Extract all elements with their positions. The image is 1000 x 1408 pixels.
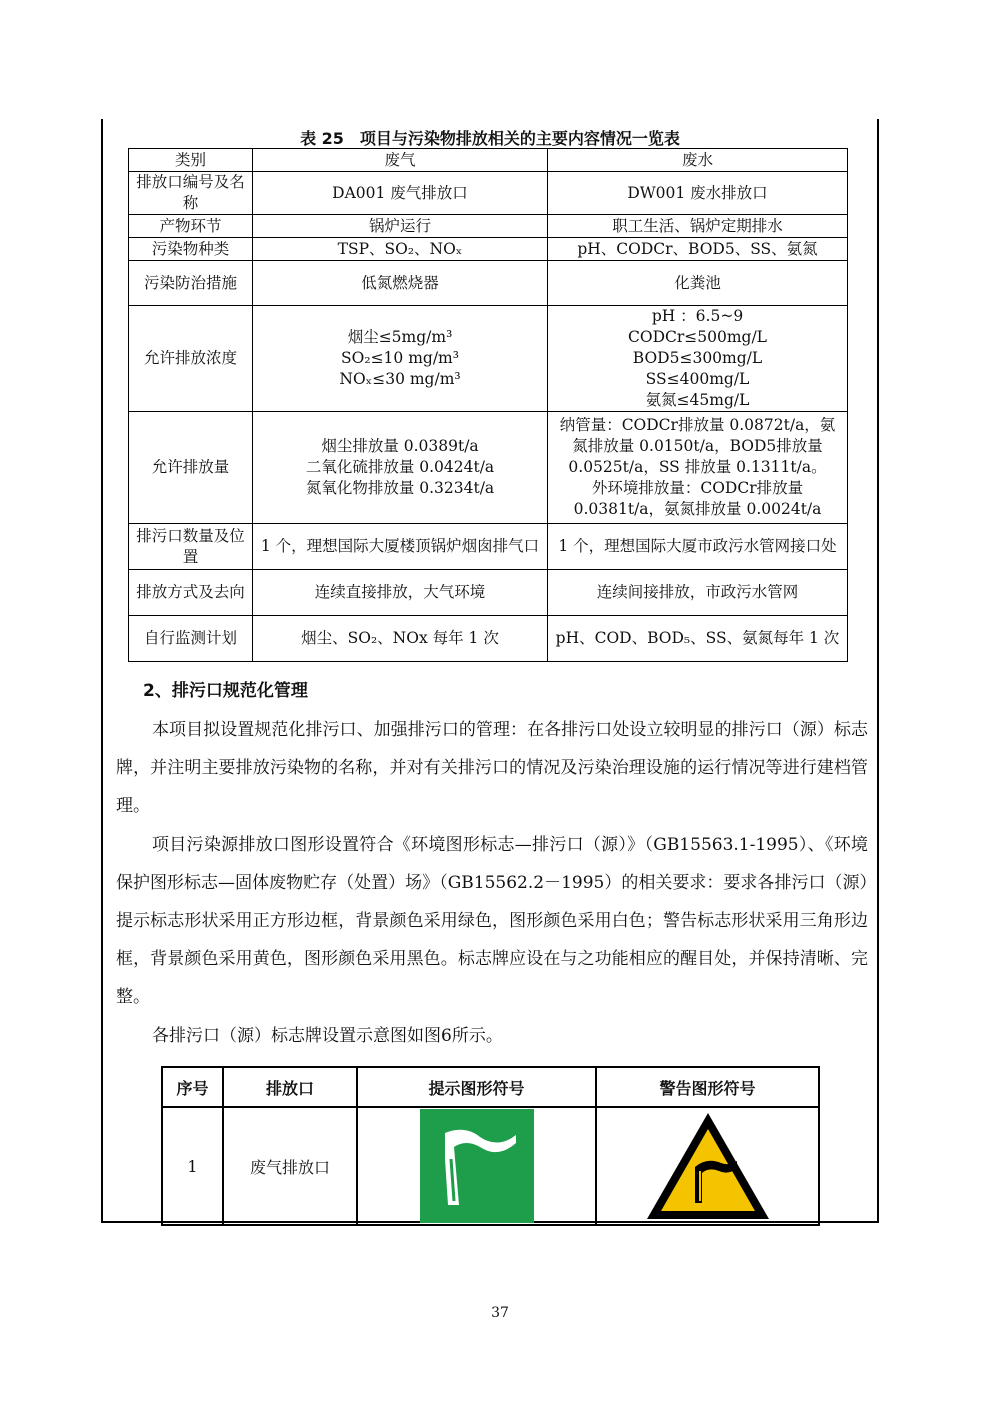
row-label-monitoring: 自行监测计划 <box>129 616 253 662</box>
row-label-direction: 排放方式及去向 <box>129 570 253 616</box>
cell-water-monitoring: pH、COD、BOD₅、SS、氨氮每年 1 次 <box>548 616 848 662</box>
paragraph-2 <box>116 826 868 1016</box>
table-row <box>129 261 848 306</box>
water-limit-line: SS≤400mg/L <box>645 370 750 388</box>
green-exhaust-hint-icon <box>420 1109 534 1223</box>
cell-water-direction: 连续间接排放，市政污水管网 <box>548 570 848 616</box>
row-outlet: 废气排放口 <box>223 1107 357 1225</box>
table-row <box>129 616 848 662</box>
cell-water-location: 1 个，理想国际大厦市政污水管网接口处 <box>548 524 848 570</box>
cell-gas-concentration <box>253 306 548 412</box>
table-row <box>129 172 848 215</box>
paragraph-3 <box>116 1017 868 1055</box>
gas-limit-line: 烟尘≤5mg/m³ <box>347 328 453 346</box>
table-row <box>162 1107 819 1225</box>
table-caption: 表 25 项目与污染物排放相关的主要内容情况一览表 <box>300 129 680 148</box>
row-no: 1 <box>162 1107 223 1225</box>
paragraph-1-text: 本项目拟设置规范化排污口、加强排污口的管理：在各排污口处设立较明显的排污口（源）标志牌，并注明主要排放污染物的名称，并对有关排污口的情况及污染治理设施的运行情况等进行建档管理。 <box>116 720 868 816</box>
header-gas: 废气 <box>253 149 548 172</box>
cell-water-amount <box>548 412 848 524</box>
cell-gas-location: 1 个，理想国际大厦楼顶锅炉烟囱排气口 <box>253 524 548 570</box>
paragraph-3-text: 各排污口（源）标志牌设置示意图如图6所示。 <box>152 1026 503 1046</box>
cell-gas-stage: 锅炉运行 <box>253 215 548 238</box>
header-water: 废水 <box>548 149 848 172</box>
sign-table-header <box>162 1067 819 1107</box>
row-label-stage: 产物环节 <box>129 215 253 238</box>
table-row <box>129 524 848 570</box>
hint-sign-cell <box>357 1107 596 1225</box>
row-label-concentration: 允许排放浓度 <box>129 306 253 412</box>
sign-table <box>161 1066 820 1226</box>
cell-gas-outlet: DA001 废气排放口 <box>253 172 548 215</box>
row-label-amount: 允许排放量 <box>129 412 253 524</box>
water-amount-line: 外环境排放量：CODCr排放量 0.0381t/a，氨氮排放量 0.0024t/a <box>573 479 822 518</box>
gas-amount-line: 烟尘排放量 0.0389t/a <box>321 437 479 455</box>
row-label-outlet: 排放口编号及名称 <box>129 172 253 215</box>
row-label-measures: 污染防治措施 <box>129 261 253 306</box>
gas-amount-line: 氮氧化物排放量 0.3234t/a <box>305 479 495 497</box>
gas-limit-line: NOₓ≤30 mg/m³ <box>339 370 461 388</box>
page-number: 37 <box>491 1305 509 1321</box>
gas-amount-line: 二氧化硫排放量 0.0424t/a <box>305 458 495 476</box>
cell-water-outlet: DW001 废水排放口 <box>548 172 848 215</box>
cell-water-pollutants: pH、CODCr、BOD5、SS、氨氮 <box>548 238 848 261</box>
cell-water-measures: 化粪池 <box>548 261 848 306</box>
water-limit-line: pH ：6.5~9 <box>651 307 744 325</box>
pollution-summary-table <box>128 148 848 662</box>
gas-limit-line: SO₂≤10 mg/m³ <box>341 349 459 367</box>
water-amount-line: 纳管量：CODCr排放量 0.0872t/a，氨氮排放量 0.0150t/a，BOD5排放量 0.0525t/a，SS 排放量 0.1311t/a。 <box>559 416 836 476</box>
table-row <box>129 238 848 261</box>
cell-gas-direction: 连续直接排放，大气环境 <box>253 570 548 616</box>
table-row <box>129 215 848 238</box>
table-row <box>129 412 848 524</box>
row-label-pollutants: 污染物种类 <box>129 238 253 261</box>
water-limit-line: BOD5≤300mg/L <box>632 349 763 367</box>
table-row <box>129 570 848 616</box>
table-row <box>129 306 848 412</box>
header-no: 序号 <box>162 1067 223 1107</box>
header-category: 类别 <box>129 149 253 172</box>
cell-gas-measures: 低氮燃烧器 <box>253 261 548 306</box>
paragraph-2-text: 项目污染源排放口图形设置符合《环境图形标志—排污口（源）》（GB15563.1-1995）、《环境保护图形标志—固体废物贮存（处置）场》（GB15562.2－1995）的相关要求：要求各排污口（源）提示标志形状采用正方形边框，背景颜色采用绿色，图形颜色采用白色；警告标志形状采用三角形边框，背景颜色采用黄色，图形颜色采用黑色。标志牌应设在与之功能相应的醒目处，并保持清晰、完整。 <box>116 835 868 1007</box>
cell-water-concentration <box>548 306 848 412</box>
cell-gas-pollutants: TSP、SO₂、NOₓ <box>253 238 548 261</box>
paragraph-1 <box>116 711 868 825</box>
section-title: 2、排污口规范化管理 <box>143 681 308 701</box>
row-label-location: 排污口数量及位置 <box>129 524 253 570</box>
cell-water-stage: 职工生活、锅炉定期排水 <box>548 215 848 238</box>
exhaust-warning-triangle-icon <box>645 1111 771 1221</box>
cell-gas-monitoring: 烟尘、SO₂、NOx 每年 1 次 <box>253 616 548 662</box>
header-outlet: 排放口 <box>223 1067 357 1107</box>
header-warning-symbol: 警告图形符号 <box>596 1067 819 1107</box>
warning-sign-cell <box>596 1107 819 1225</box>
water-limit-line: CODCr≤500mg/L <box>628 328 767 346</box>
cell-gas-amount <box>253 412 548 524</box>
water-limit-line: 氨氮≤45mg/L <box>645 391 750 409</box>
table-header-row <box>129 149 848 172</box>
header-hint-symbol: 提示图形符号 <box>357 1067 596 1107</box>
